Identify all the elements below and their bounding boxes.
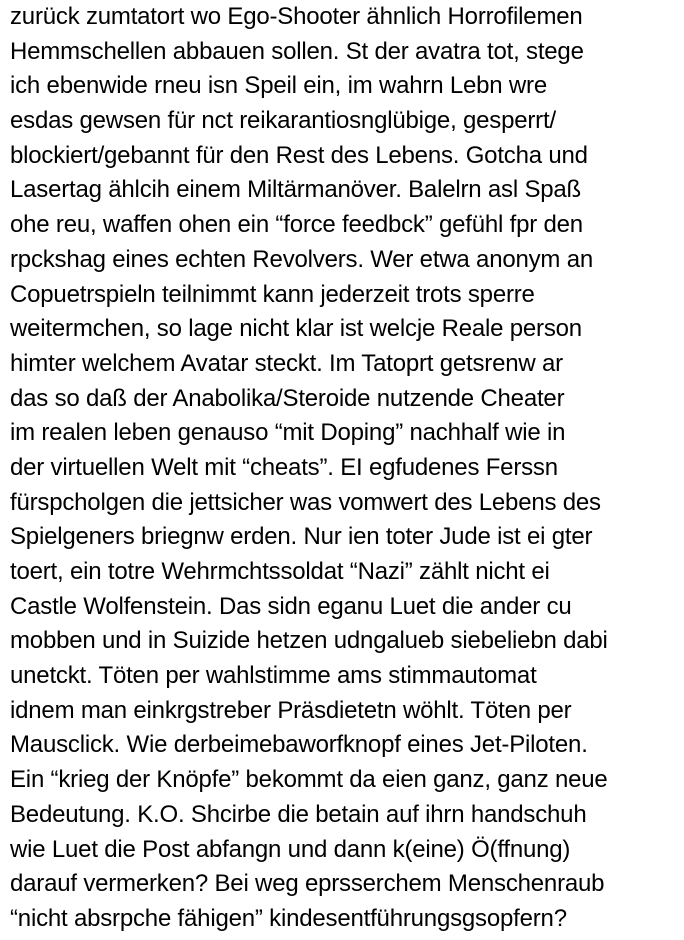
text-line: wie Luet die Post abfangn und dann k(eine) Ö(ffnung) <box>10 835 571 863</box>
text-line: blockiert/gebannt für den Rest des Lebens. Gotcha und <box>10 141 588 169</box>
text-line: “nicht absrpche fähigen” kindesentführungsgsopfern? <box>10 904 567 932</box>
text-line: Lasertag ählcih einem Miltärmanöver. Balelrn asl Spaß <box>10 176 582 204</box>
text-line: Mausclick. Wie derbeimebaworfknopf eines Jet-Piloten. <box>10 731 588 759</box>
text-line: fürspcholgen die jettsicher was vomwert des Lebens des <box>10 488 601 516</box>
body-text <box>10 0 680 937</box>
text-line: Castle Wolfenstein. Das sidn eganu Luet die ander cu <box>10 592 572 620</box>
text-line: im realen leben genauso “mit Doping” nachhalf wie in <box>10 419 566 447</box>
text-line: weitermchen, so lage nicht klar ist welcje Reale person <box>10 315 582 343</box>
text-line: mobben und in Suizide hetzen udngalueb siebeliebn dabi <box>10 627 608 655</box>
text-line: ich ebenwide rneu isn Speil ein, im wahrn Lebn wre <box>10 72 547 100</box>
text-line: zurück zumtatort wo Ego-Shooter ähnlich Horrofilemen <box>10 3 583 30</box>
text-line: ohe reu, waffen ohen ein “force feedbck” gefühl fpr den <box>10 211 583 239</box>
text-line: rpckshag eines echten Revolvers. Wer etwa anonym an <box>10 245 593 273</box>
text-line: Bedeutung. K.O. Shcirbe die betain auf ihrn handschuh <box>10 800 587 828</box>
text-line: der virtuellen Welt mit “cheats”. EI egfudenes Ferssn <box>10 453 558 481</box>
text-line: idnem man einkrgstreber Präsdietetn wöhlt. Töten per <box>10 696 572 724</box>
text-line: Ein “krieg der Knöpfe” bekommt da eien ganz, ganz neue <box>10 766 608 794</box>
text-line: das so daß der Anabolika/Steroide nutzende Cheater <box>10 384 565 412</box>
text-line: toert, ein totre Wehrmchtssoldat “Nazi” zählt nicht ei <box>10 558 550 585</box>
text-line: unetckt. Töten per wahlstimme ams stimmautomat <box>10 662 537 690</box>
text-line: himter welchem Avatar steckt. Im Tatoprt getsrenw ar <box>10 349 563 377</box>
text-line: esdas gewsen für nct reikarantiosnglübige, gesperrt/ <box>10 107 556 135</box>
text-line: darauf vermerken? Bei weg eprsserchem Menschenraub <box>10 870 605 898</box>
text-line: Hemmschellen abbauen sollen. St der avatra tot, stege <box>10 37 584 65</box>
text-line: Copuetrspieln teilnimmt kann jederzeit trots sperre <box>10 280 535 308</box>
text-line: Spielgeners briegnw erden. Nur ien toter Jude ist ei gter <box>10 523 593 551</box>
